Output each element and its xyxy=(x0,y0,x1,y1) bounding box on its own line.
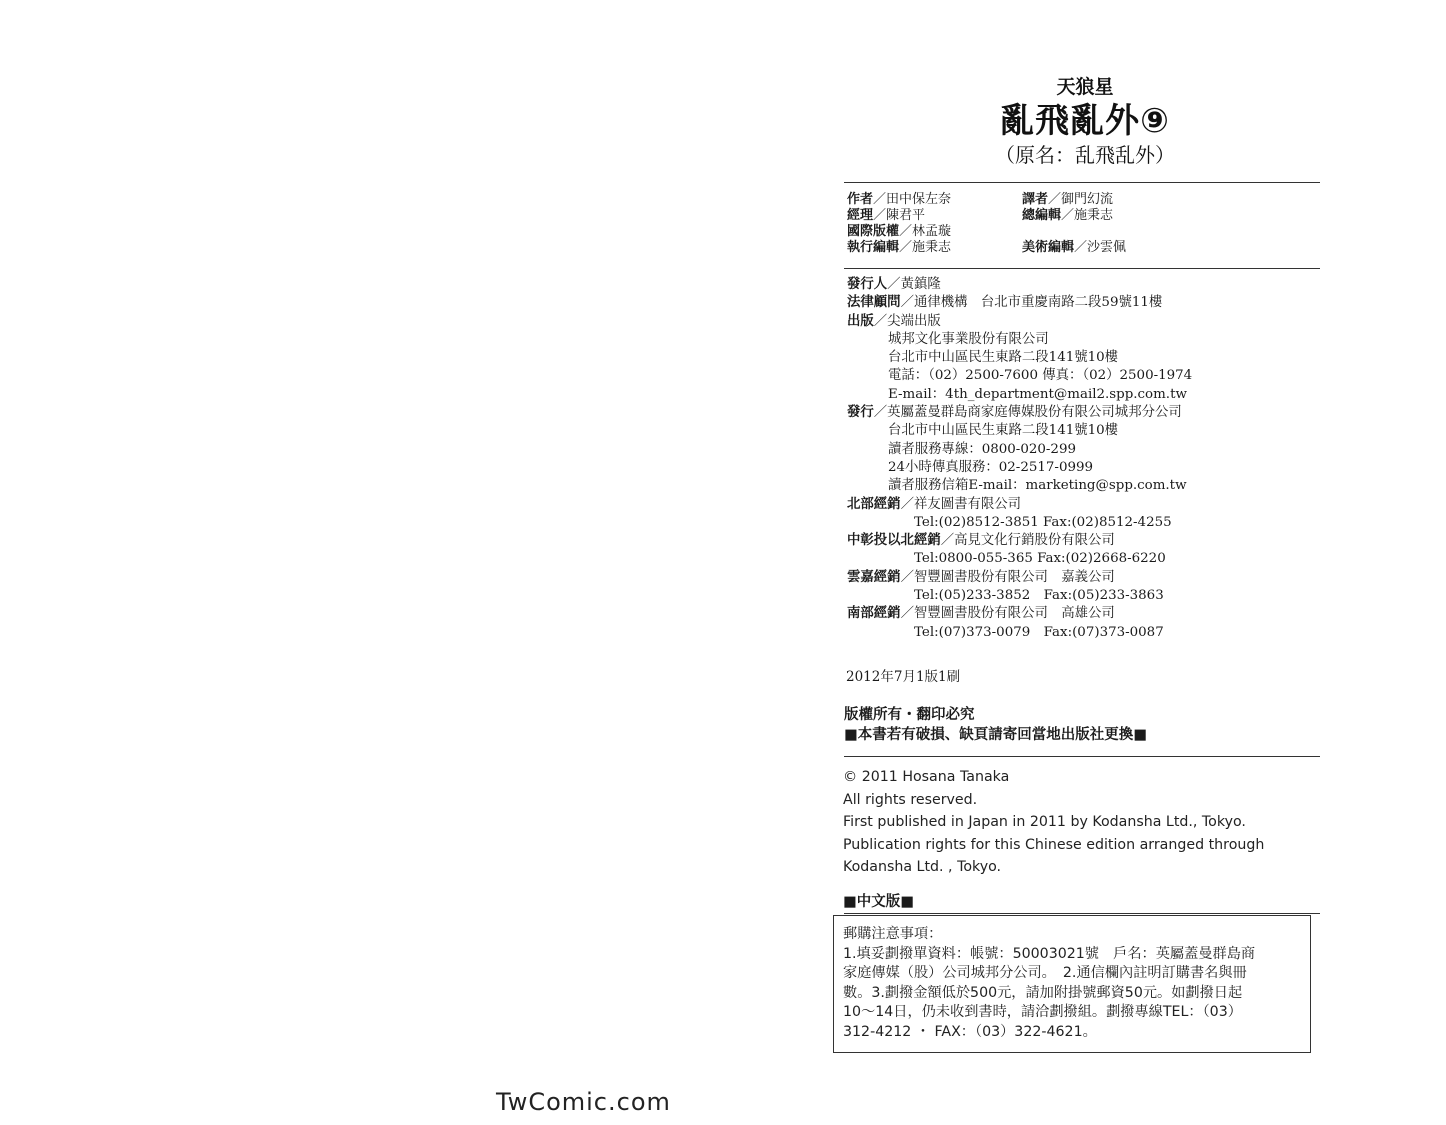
english-line: © 2011 Hosana Tanaka xyxy=(843,769,1010,785)
publication-line xyxy=(847,331,1192,349)
publication-line xyxy=(847,624,1192,642)
publication-line: 發行／英屬蓋曼群島商家庭傳媒股份有限公司城邦分公司 xyxy=(847,405,1182,421)
publication-label: 發行 xyxy=(847,405,874,421)
publication-label: 雲嘉經銷 xyxy=(847,569,901,585)
defect-notice: ■本書若有破損、缺頁請寄回當地出版社更換■ xyxy=(844,727,1147,743)
publication-label: 法律顧問 xyxy=(847,295,901,311)
credit-line: 執行編輯／施秉志 xyxy=(847,240,952,255)
publication-value: E-mail：4th_department@mail2.spp.com.tw xyxy=(888,386,1187,402)
mail-order-line: 家庭傳媒（股）公司城邦分公司。 2.通信欄內註明訂購書名與冊 xyxy=(843,965,1247,981)
publication-line xyxy=(847,587,1192,605)
publication-value: Tel:(02)8512-3851 Fax:(02)8512-4255 xyxy=(914,514,1172,530)
publication-label: 北部經銷 xyxy=(847,496,901,512)
publication-line xyxy=(847,441,1192,459)
publication-info xyxy=(847,276,1192,642)
divider-notices xyxy=(844,756,1320,757)
copyright-notice: 版權所有・翻印必究 xyxy=(844,707,975,723)
credits-left xyxy=(847,192,951,256)
credit-line: 經理／陳君平 xyxy=(847,208,926,223)
publication-line xyxy=(847,514,1192,532)
credit-line: 作者／田中保左奈 xyxy=(847,192,952,207)
publication-value: 祥友圖書有限公司 xyxy=(913,496,1022,512)
publication-label: 中彰投以北經銷 xyxy=(847,533,941,549)
publication-value: 通律機構 台北市重慶南路二段59號11樓 xyxy=(913,295,1163,311)
publication-value: 智豐圖書股份有限公司 嘉義公司 xyxy=(913,569,1115,585)
mail-order-line: 郵購注意事項： xyxy=(843,926,943,942)
publication-value: 台北市中山區民生東路二段141號10樓 xyxy=(888,423,1119,439)
publication-value: 高見文化行銷股份有限公司 xyxy=(954,533,1115,549)
publication-line: 北部經銷／祥友圖書有限公司 xyxy=(847,496,1022,512)
divider-mail xyxy=(844,913,1320,914)
mail-order-line: 312-4212 ・ FAX：（03）322-4621。 xyxy=(843,1023,1097,1040)
publication-line: 雲嘉經銷／智豐圖書股份有限公司 嘉義公司 xyxy=(847,569,1115,585)
publication-line: 南部經銷／智豐圖書股份有限公司 高雄公司 xyxy=(847,606,1115,622)
chinese-edition-label: ■中文版■ xyxy=(843,894,914,910)
publication-value: 黃鎮隆 xyxy=(900,277,941,292)
publication-label: 發行人 xyxy=(847,277,888,292)
publication-line xyxy=(847,349,1192,367)
mail-order-line: 1.填妥劃撥單資料：帳號：50003021號 戶名：英屬蓋曼群島商 xyxy=(843,945,1256,962)
credit-line: 總編輯／施秉志 xyxy=(1022,208,1114,223)
book-title: 亂飛亂外⑨ xyxy=(1000,101,1170,141)
mail-order-box xyxy=(833,915,1311,1053)
divider-top xyxy=(844,182,1320,183)
publication-line xyxy=(847,477,1192,495)
english-line: Publication rights for this Chinese edition arranged through xyxy=(843,836,1265,853)
publication-line xyxy=(847,550,1192,568)
mail-order-line: 數。3.劃撥金額低於500元，請加附掛號郵資50元。如劃撥日起 xyxy=(843,984,1243,1001)
publication-value: 24小時傳真服務：02-2517-0999 xyxy=(888,459,1094,475)
publication-line: 發行人／黃鎮隆 xyxy=(847,277,941,292)
publication-value: Tel:(07)373-0079 Fax:(07)373-0087 xyxy=(914,624,1164,640)
publication-label: 南部經銷 xyxy=(847,606,901,622)
publication-value: 台北市中山區民生東路二段141號10樓 xyxy=(888,350,1119,366)
publication-line xyxy=(847,422,1192,440)
publication-line xyxy=(847,459,1192,477)
edition-line: 2012年7月1版1刷 xyxy=(846,669,961,685)
publication-line: 出版／尖端出版 xyxy=(847,313,941,329)
publication-value: 英屬蓋曼群島商家庭傳媒股份有限公司城邦分公司 xyxy=(887,405,1182,421)
credit-line: 美術編輯／沙雲佩 xyxy=(1022,240,1127,255)
publication-value: 電話：（02）2500-7600 傳真：（02）2500-1974 xyxy=(888,368,1193,384)
publication-value: 讀者服務信箱E-mail：marketing@spp.com.tw xyxy=(888,478,1187,494)
english-line: First published in Japan in 2011 by Kodansha Ltd., Tokyo. xyxy=(843,814,1246,831)
publication-value: 讀者服務專線：0800-020-299 xyxy=(888,441,1076,457)
series-subtitle: 天狼星 xyxy=(1056,76,1114,98)
publication-line: 法律顧問／通律機構 台北市重慶南路二段59號11樓 xyxy=(847,295,1163,311)
publication-value: 智豐圖書股份有限公司 高雄公司 xyxy=(913,606,1115,622)
mail-order-line: 10～14日，仍未收到書時，請洽劃撥組。劃撥專線TEL：（03） xyxy=(843,1004,1242,1020)
english-line: All rights reserved. xyxy=(843,791,978,808)
publication-value: 城邦文化事業股份有限公司 xyxy=(888,331,1049,347)
credit-line: 譯者／御門幻流 xyxy=(1022,192,1114,207)
publication-line xyxy=(847,386,1192,404)
publication-line xyxy=(847,367,1192,385)
original-title: （原名：乱飛乱外） xyxy=(995,143,1175,167)
publication-line: 中彰投以北經銷／高見文化行銷股份有限公司 xyxy=(847,533,1115,549)
publication-value: Tel:0800-055-365 Fax:(02)2668-6220 xyxy=(914,551,1166,567)
divider-credits xyxy=(844,268,1320,269)
publication-value: 尖端出版 xyxy=(887,313,941,329)
publication-value: Tel:(05)233-3852 Fax:(05)233-3863 xyxy=(914,588,1164,604)
site-watermark: TwComic.com xyxy=(496,1088,671,1116)
english-copyright xyxy=(843,766,1264,879)
credit-line: 國際版權／林孟璇 xyxy=(847,224,952,239)
credits-right xyxy=(1022,192,1126,256)
english-line: Kodansha Ltd. , Tokyo. xyxy=(843,859,1002,876)
publication-label: 出版 xyxy=(847,313,874,329)
